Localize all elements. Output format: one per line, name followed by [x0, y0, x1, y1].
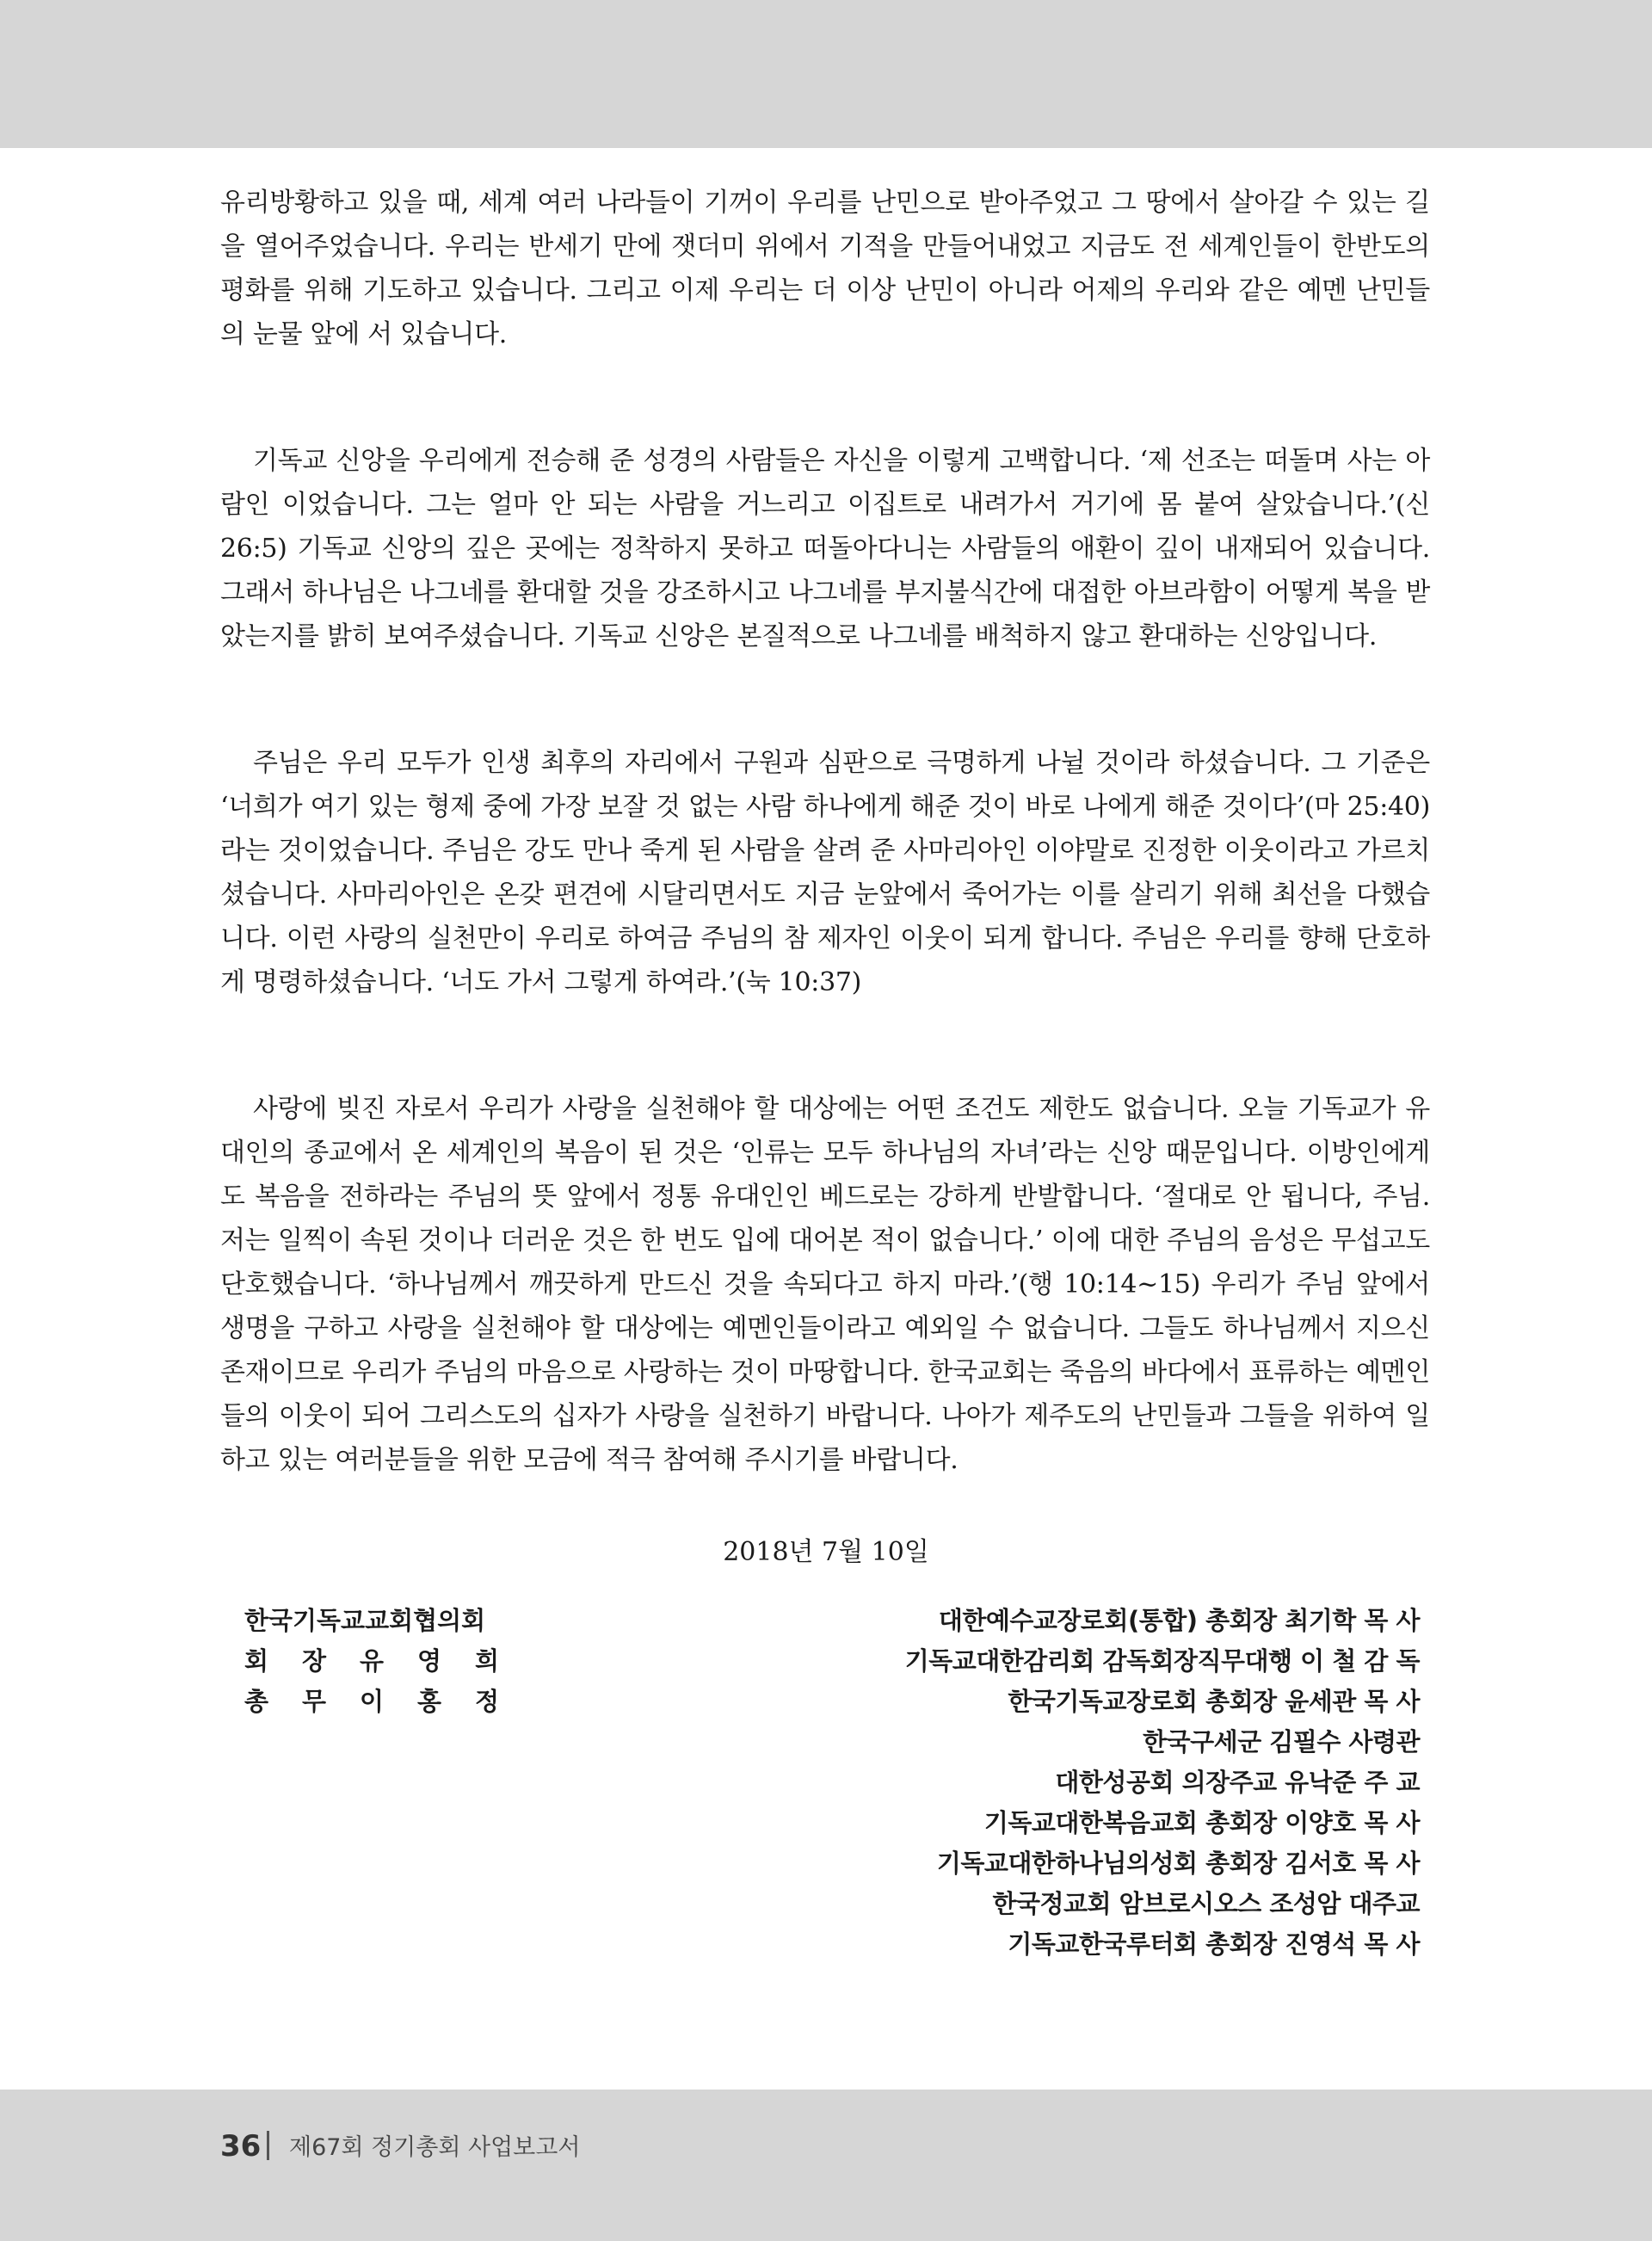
paragraph-4: 사랑에 빚진 자로서 우리가 사랑을 실천해야 할 대상에는 어떤 조건도 제한도 없습니다. 오늘 기독교가 유대인의 종교에서 온 세계인의 복음이 된 것은 ‘인류는 모두 하나님의 자녀’라는 신앙 때문입니다. 이방인에게도 복음을 전하라는 주님의 뜻 앞에서 정통 유대인인 베드로는 강하게 반발합니다. ‘절대로 안 됩니다, 주님. 저는 일찍이 속된 것이나 더러운 것은 한 번도 입에 대어본 적이 없습니다.’ 이에 대한 주님의 음성은 무섭고도 단호했습니다. ‘하나님께서 깨끗하게 만드신 것을 속되다고 하지 마라.’(행 10:14~15) 우리가 주님 앞에서 생명을 구하고 사랑을 실천해야 할 대상에는 예멘인들이라고 예외일 수 없습니다. 그들도 하나님께서 지으신 존재이므로 우리가 주님의 마음으로 사랑하는 것이 마땅합니다. 한국교회는 죽음의 바다에서 표류하는 예멘인들의 이웃이 되어 그리스도의 십자가 사랑을 실천하기 바랍니다. 나아가 제주도의 난민들과 그들을 위하여 일하고 있는 여러분들을 위한 모금에 적극 참여해 주시기를 바랍니다. — [220, 1094, 1430, 1475]
gensec-char: 무 — [301, 1687, 326, 1716]
signatories-right — [740, 1601, 1420, 1965]
footer-divider — [267, 2131, 269, 2160]
gensec-char: 총 — [244, 1687, 269, 1716]
gensec-char: 홍 — [416, 1687, 441, 1716]
signatory-line: 한국기독교장로회 총회장 윤세관 목 사 — [1008, 1687, 1420, 1716]
signatory-line: 기독교대한하나님의성회 총회장 김서호 목 사 — [936, 1849, 1420, 1878]
report-title: 제67회 정기총회 사업보고서 — [289, 2134, 581, 2161]
top-header-band — [0, 0, 1652, 148]
statement-body — [220, 181, 1430, 1482]
chair-char: 장 — [301, 1646, 326, 1676]
paragraph-1: 유리방황하고 있을 때, 세계 여러 나라들이 기꺼이 우리를 난민으로 받아주었고 그 땅에서 살아갈 수 있는 길을 열어주었습니다. 우리는 반세기 만에 잿더미 위에서 기적을 만들어내었고 지금도 전 세계인들이 한반도의 평화를 위해 기도하고 있습니다. 그리고 이제 우리는 더 이상 난민이 아니라 어제의 우리와 같은 예멘 난민들의 눈물 앞에 서 있습니다. — [220, 188, 1430, 349]
signatory-line: 기독교대한감리회 감독회장직무대행 이 철 감 독 — [904, 1646, 1420, 1676]
gensec-char: 정 — [474, 1687, 499, 1716]
chair-char: 영 — [416, 1646, 441, 1676]
signatory-line: 기독교한국루터회 총회장 진영석 목 사 — [1008, 1929, 1420, 1959]
chair-char: 유 — [359, 1646, 384, 1676]
paragraph-2: 기독교 신앙을 우리에게 전승해 준 성경의 사람들은 자신을 이렇게 고백합니다. ‘제 선조는 떠돌며 사는 아람인 이었습니다. 그는 얼마 안 되는 사람을 거느리고 이집트로 내려가서 거기에 몸 붙여 살았습니다.’(신 26:5) 기독교 신앙의 깊은 곳에는 정착하지 못하고 떠돌아다니는 사람들의 애환이 깊이 내재되어 있습니다. 그래서 하나님은 나그네를 환대할 것을 강조하시고 나그네를 부지불식간에 대접한 아브라함이 어떻게 복을 받았는지를 밝히 보여주셨습니다. 기독교 신앙은 본질적으로 나그네를 배척하지 않고 환대하는 신앙입니다. — [220, 446, 1430, 651]
signatory-chair — [244, 1641, 499, 1682]
signatory-line: 대한예수교장로회(통합) 총회장 최기학 목 사 — [938, 1606, 1420, 1635]
statement-date: 2018년 7월 10일 — [723, 1537, 929, 1567]
signatory-line: 한국구세군 김필수 사령관 — [1143, 1727, 1420, 1756]
signatory-org: 한국기독교교회협의회 — [244, 1606, 486, 1635]
signatory-general-secretary — [244, 1682, 499, 1722]
chair-char: 회 — [244, 1646, 269, 1676]
gensec-char: 이 — [359, 1687, 384, 1716]
page-number: 36 — [220, 2129, 262, 2164]
paragraph-3: 주님은 우리 모두가 인생 최후의 자리에서 구원과 심판으로 극명하게 나뉠 것이라 하셨습니다. 그 기준은 ‘너희가 여기 있는 형제 중에 가장 보잘 것 없는 사람 하나에게 해준 것이 바로 나에게 해준 것이다’(마 25:40)라는 것이었습니다. 주님은 강도 만나 죽게 된 사람을 살려 준 사마리아인 이야말로 진정한 이웃이라고 가르치셨습니다. 사마리아인은 온갖 편견에 시달리면서도 지금 눈앞에서 죽어가는 이를 살리기 위해 최선을 다했습니다. 이런 사랑의 실천만이 우리로 하여금 주님의 참 제자인 이웃이 되게 합니다. 주님은 우리를 향해 단호하게 명령하셨습니다. ‘너도 가서 그렇게 하여라.’(눅 10:37) — [220, 748, 1430, 997]
signatory-line: 대한성공회 의장주교 유낙준 주 교 — [1055, 1768, 1420, 1797]
signatory-line: 기독교대한복음교회 총회장 이양호 목 사 — [983, 1808, 1420, 1837]
chair-char: 희 — [474, 1646, 499, 1676]
signatory-line: 한국정교회 암브로시오스 조성암 대주교 — [992, 1889, 1420, 1918]
signatories-left — [244, 1601, 520, 1722]
